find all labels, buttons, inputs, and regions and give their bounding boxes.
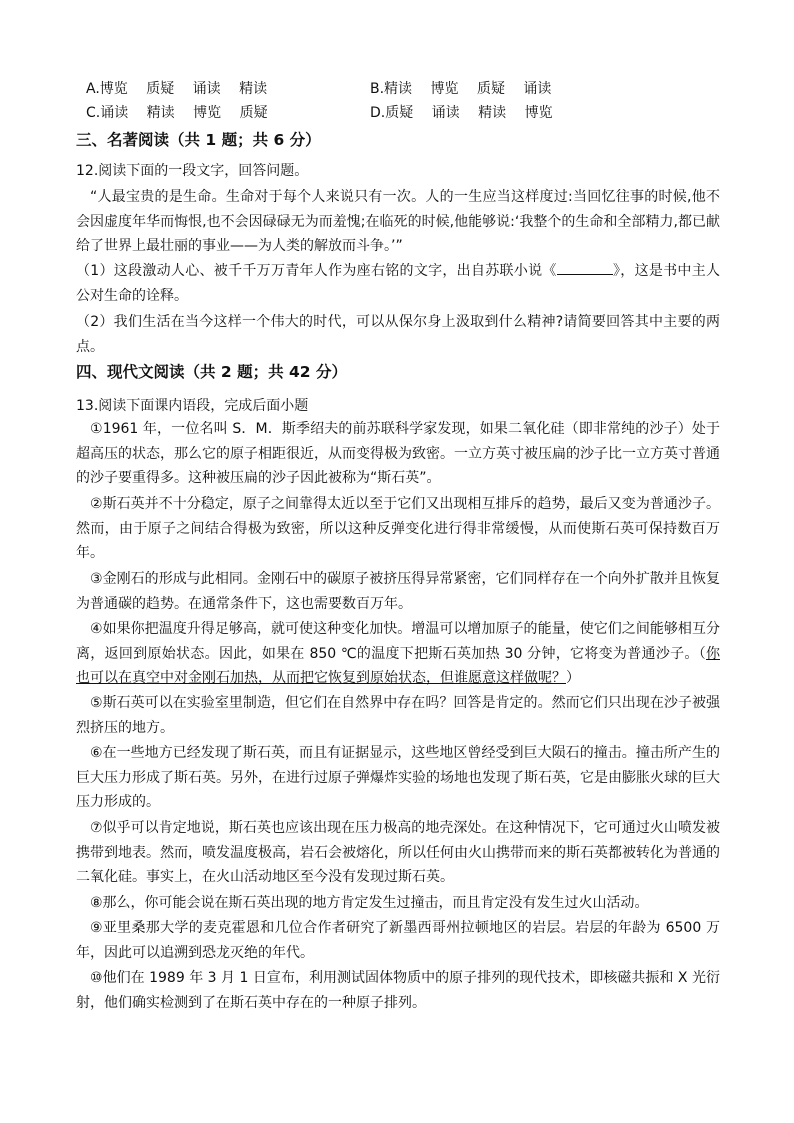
section-3-heading: 三、名著阅读（共 1 题；共 6 分）: [76, 131, 321, 149]
answer-blank[interactable]: [557, 260, 613, 275]
question-13-prompt: 13.阅读下面课内语段，完成后面小题: [76, 398, 309, 414]
novel-quote: “人最宝贵的是生命。生命对于每个人来说只有一次。人的一生应当这样度过:当回忆往事的时候,他不会因虚度年华而悔恨,也不会因碌碌无为而羞愧;在临死的时候,他能够说:‘我整个的生命和全部精力,都已献给了世界上最壮丽的事业——为人类的解放而斗争。’”: [76, 189, 720, 254]
paragraph-5: ⑤斯石英可以在实验室里制造，但它们在自然界中存在吗？回答是肯定的。然而它们只出现在沙子被强烈挤压的地方。: [76, 695, 720, 736]
paragraph-2: ②斯石英并不十分稳定，原子之间靠得太近以至于它们又出现相互排斥的趋势，最后又变为普通沙子。然而，由于原子之间结合得极为致密，所以这种反弹变化进行得非常缓慢，从而使斯石英可保持数百万年。: [76, 496, 720, 561]
option-d[interactable]: D.质疑 诵读 精读 博览: [370, 105, 553, 121]
sub-1-text-after: 》，这是书中主人公对生命的诠释。: [76, 263, 721, 304]
sub-1-text-before: （1）这段激动人心、被千千万万青年人作为座右铭的文字，出自苏联小说《: [76, 263, 557, 279]
paragraph-10: ⑩他们在 1989 年 3 月 1 日宣布，利用测试固体物质中的原子排列的现代技术，即核磁共振和 X 光衍射，他们确实检测到了在斯石英中存在的一种原子排列。: [76, 970, 720, 1011]
question-12-sub-1: [76, 259, 720, 308]
paragraph-9: ⑨亚里桑那大学的麦克霍恩和几位合作者研究了新墨西哥州拉顿地区的岩层。岩层的年龄为 6500 万年，因此可以追溯到恐龙灭绝的年代。: [76, 920, 720, 961]
paragraph-4-close: ）: [566, 670, 580, 686]
paragraph-4-text: ④如果你把温度升得足够高，就可使这种变化加快。增温可以增加原子的能量，使它们之间能够相互分离，返回到原始状态。因此，如果在 850 ℃的温度下把斯石英加热 30 分钟，它将变为普通沙子。（: [76, 621, 720, 662]
question-12-prompt: 12.阅读下面的一段文字，回答问题。: [76, 163, 309, 179]
paragraph-1: ①1961 年，一位名叫 S．M．斯季绍夫的前苏联科学家发现，如果二氧化硅（即非常纯的沙子）处于超高压的状态，那么它的原子相距很近，从而变得极为致密。一立方英寸被压扁的沙子比一立方英寸普通的沙子要重得多。这种被压扁的沙子因此被称为“斯石英”。: [76, 421, 720, 486]
question-12-sub-2: （2）我们生活在当今这样一个伟大的时代，可以从保尔身上汲取到什么精神?请简要回答其中主要的两点。: [76, 314, 720, 355]
paragraph-7: ⑦似乎可以肯定地说，斯石英也应该出现在压力极高的地壳深处。在这种情况下，它可通过火山喷发被携带到地表。然而，喷发温度极高，岩石会被熔化，所以任何由火山携带而来的斯石英都被转化为普通的二氧化硅。事实上，在火山活动地区至今没有发现过斯石英。: [76, 820, 720, 885]
option-b[interactable]: B.精读 博览 质疑 诵读: [370, 81, 552, 97]
option-a[interactable]: A.博览 质疑 诵读 精读: [86, 81, 268, 97]
paragraph-4-underlined: 你也可以在真空中对金刚石加热，从而把它恢复到原始状态，但谁愿意这样做呢？: [76, 645, 720, 686]
option-c[interactable]: C.诵读 精读 博览 质疑: [86, 105, 268, 121]
paragraph-8: ⑧那么，你可能会说在斯石英出现的地方肯定发生过撞击，而且肯定没有发生过火山活动。: [90, 895, 649, 911]
section-4-heading: 四、现代文阅读（共 2 题；共 42 分）: [76, 363, 347, 381]
paragraph-6: ⑥在一些地方已经发现了斯石英，而且有证据显示，这些地区曾经受到巨大陨石的撞击。撞击所产生的巨大压力形成了斯石英。另外，在进行过原子弹爆炸实验的场地也发现了斯石英，它是由膨胀火球的巨大压力形成的。: [76, 745, 720, 810]
paragraph-3: ③金刚石的形成与此相同。金刚石中的碳原子被挤压得异常紧密，它们同样存在一个向外扩散并且恢复为普通碳的趋势。在通常条件下，这也需要数百万年。: [76, 571, 720, 612]
paragraph-4: [76, 617, 720, 691]
